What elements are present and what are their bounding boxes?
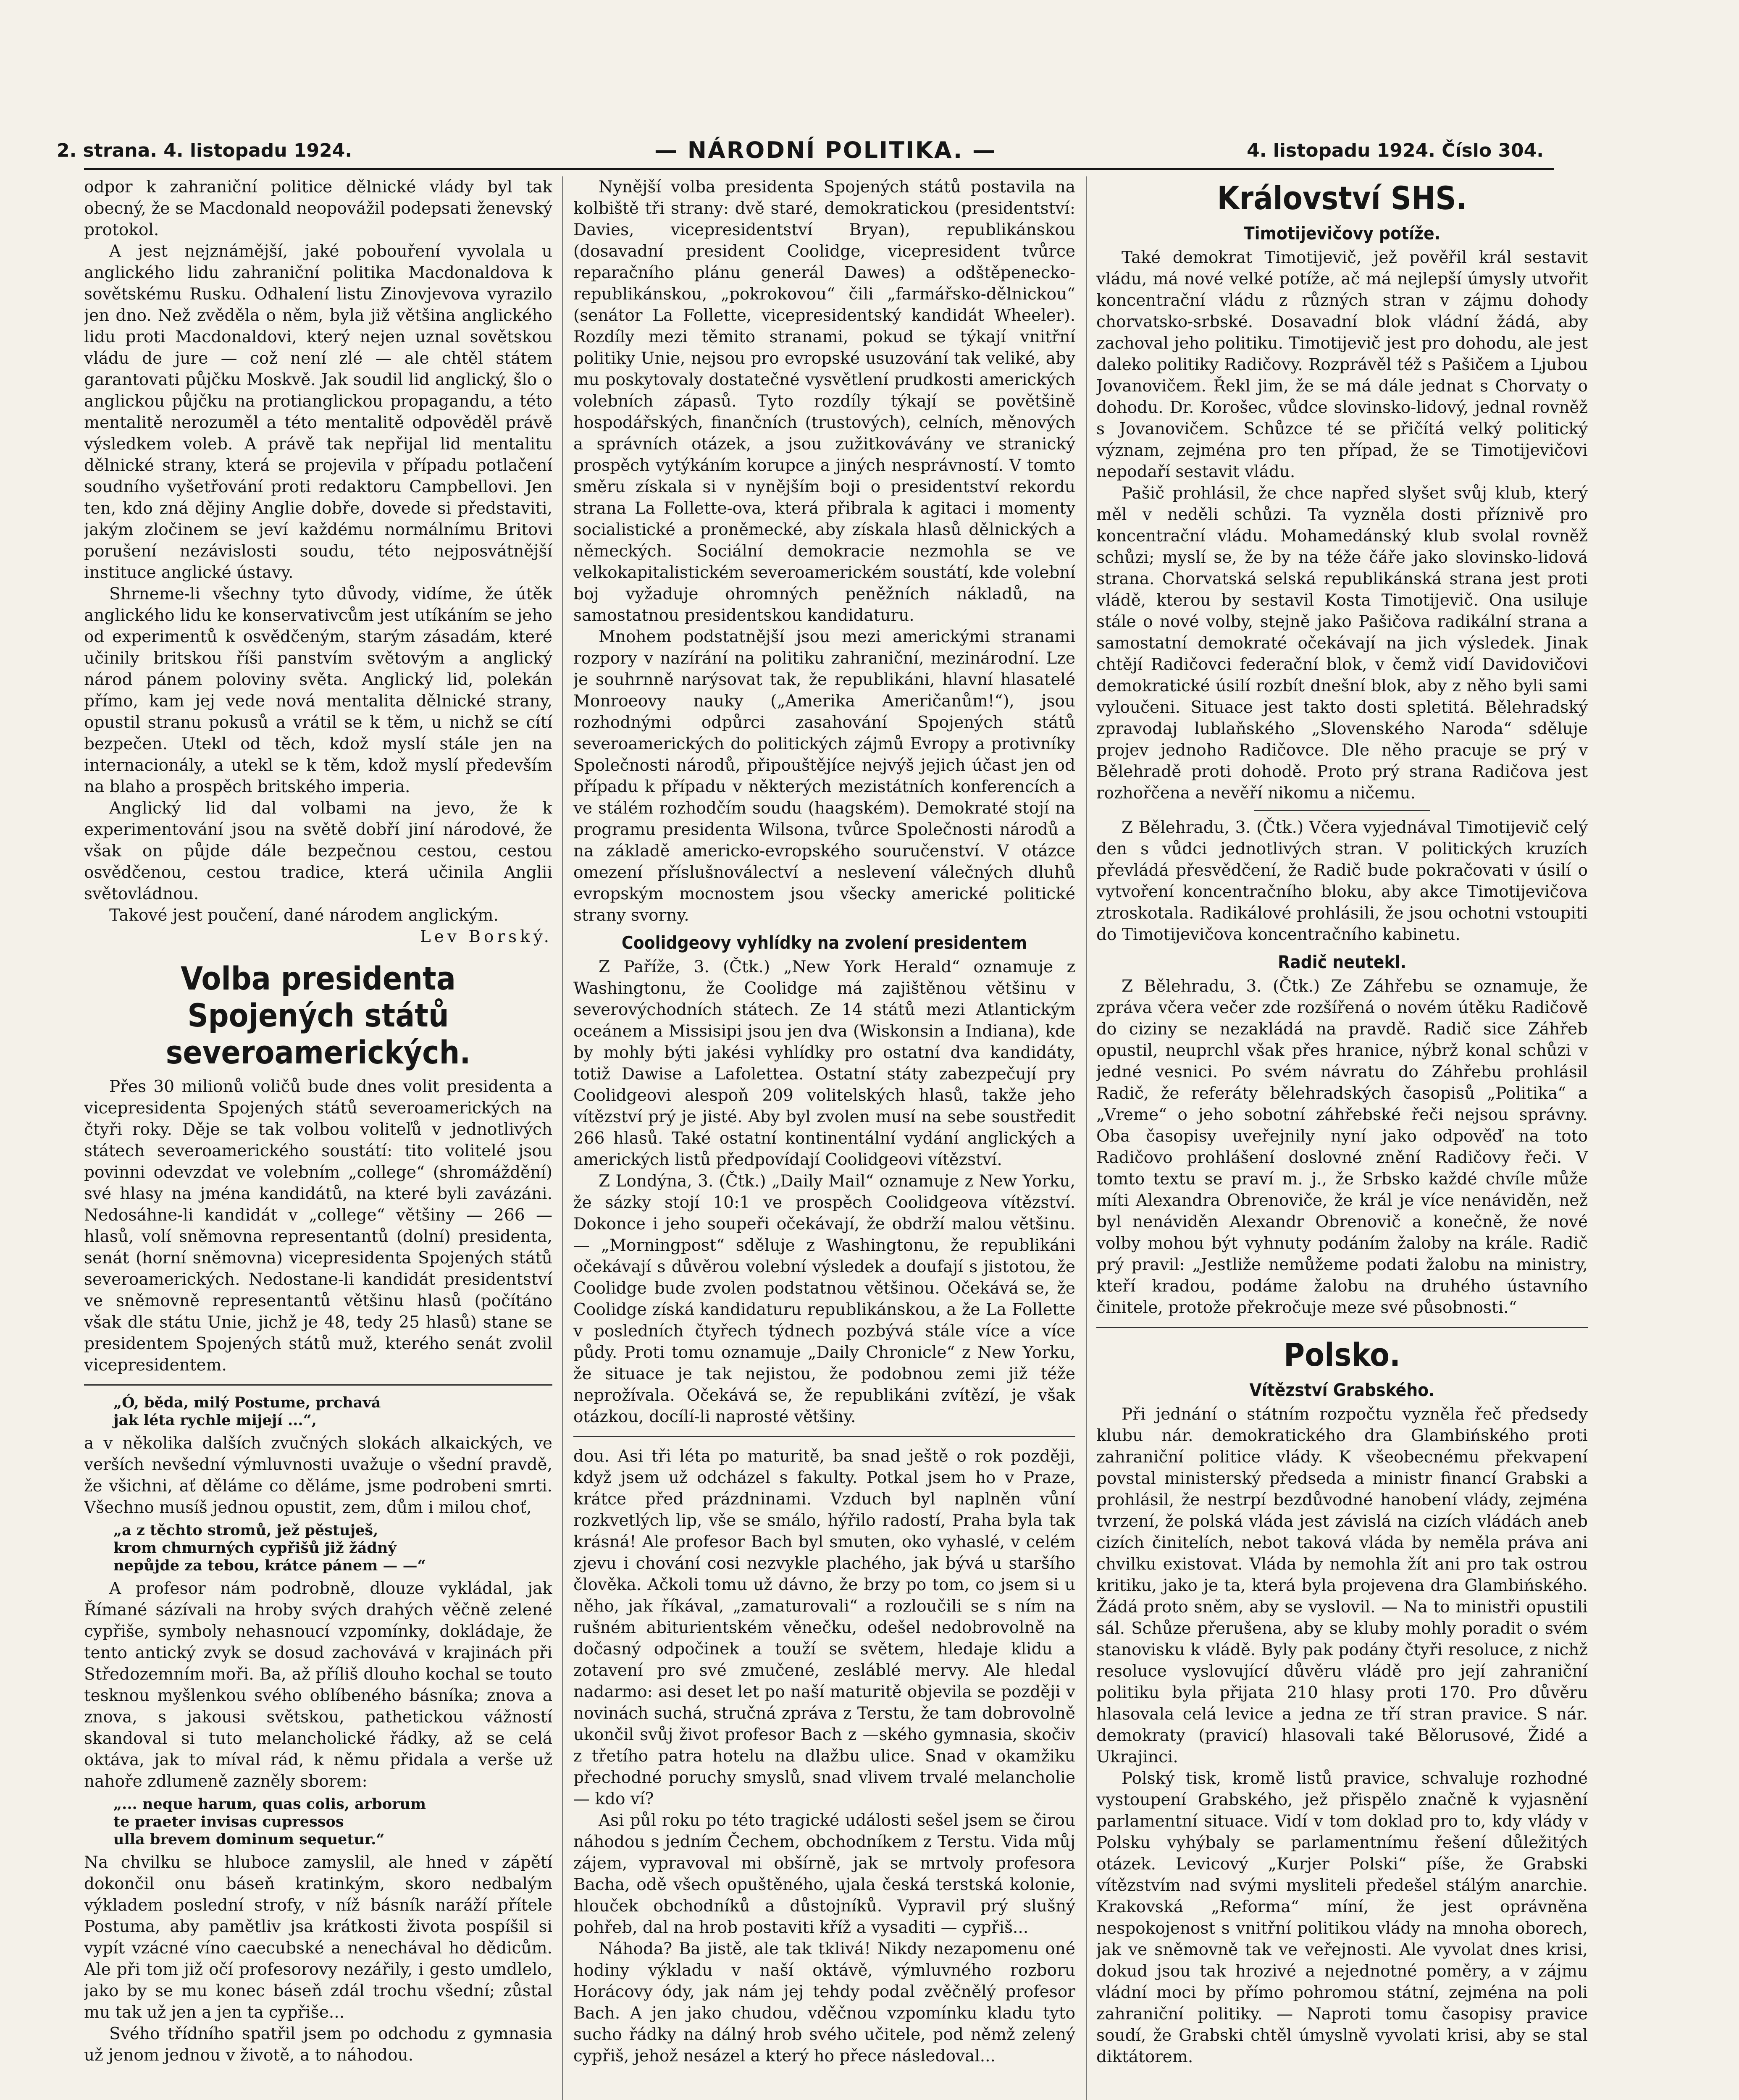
article-paragraph: Mnohem podstatnější jsou mezi americkými stranami rozpory v nazírání na politiku zahraniční, mezinárodní. Lze je souhrnně narýsovat tak, že republikáni, hlavní hlasatelé Monroeovy nauky („Amerika Američanům!“), jsou rozhodnými odpůrci zasahování Spojených států severoamerických do politických zájmů Evropy a protivníky Společnosti národů, připouštějíce nejvýš jejich účast jen od případu k případu v některých mezistátních konferencích a ve stálém rozhodčím soudu (haagském). Demokraté stojí na programu presidenta Wilsona, tvůrce Společnosti národů a na základě americko-evropského souručenství. V otázce omezení příslušnoválectví a neslevení válečných dluhů evropským mocnostem jsou všecky americké politické strany svorny. [573, 627, 1075, 925]
article-subheadline: Coolidgeovy vyhlídky na zvolení presidentem [621, 932, 1027, 953]
article-paragraph: A jest nejznámější, jaké pobouření vyvolala u anglického lidu zahraniční politika Macdonaldova k sovětskému Rusku. Odhalení listu Zinovjevova vyrazilo jen dno. Než zvěděla o něm, byla již většina anglického lidu proti Macdonaldovi, který nejen uznal sovětskou vládu de jure — což není zlé — ale chtěl státem garantovati půjčku Moskvě. Jak soudil lid anglický, šlo o anglickou půjčku na protianglickou propagandu, a této mentalitě nerozuměl a této mentalitě odpověděl právě výsledkem voleb. A právě tak nepřijal lid mentalitu dělnické strany, která se projevila v případu potlačení soudního vyšetřování proti redaktoru Campbellovi. Jen ten, kdo zná dějiny Anglie dobře, dovede si představiti, jakým zločinem se jeví každému normálnímu Britovi porušení nezávislosti soudu, této nejposvátnější instituce anglické ústavy. [84, 242, 552, 582]
news-paragraph: Z Londýna, 3. (Čtk.) „Daily Mail“ oznamuje z New Yorku, že sázky stojí 10:1 ve prospěch Coolidgeova vítězství. Dokonce i jeho soupeři očekávají, že obdrží malou většinu. — „Morningpost“ sděluje z Washingtonu, že republikáni očekávají s důvěrou volební výsledek a doufají s jistotou, že Coolidge bude zvolen podstatnou většinou. Očekává se, že Coolidge získá kandidaturu republikánskou, a že La Follette v posledních čtyřech týdnech pozbývá stále více a více půdy. Proti tomu oznamuje „Daily Chronicle“ z New Yorku, že situace je tak nejistou, že podobnou zemi již téže neprožívala. Očekává se, že republikáni zvítězí, je však otázkou, docílí-li naprosté většiny. [573, 1172, 1075, 1426]
news-paragraph: Z Bělehradu, 3. (Čtk.) Ze Záhřebu se oznamuje, že zpráva včera večer zde rozšířená o novém útěku Radičově do ciziny se nezakládá na pravdě. Radič sice Záhřeb opustil, neuprchl však přes hranice, nýbrž konal schůzi v jedné vesnici. Po svém návratu do Záhřebu prohlásil Radič, že referáty bělehradských časopisů „Politika“ a „Vreme“ o jeho sobotní záhřebské řeči nejsou správny. Oba časopisy uveřejnily nyní jako odpověď na toto Radičovo prohlášení doslovné znění Radičovy řeči. V tomto textu se praví m. j., že Srbsko každé chvíle může míti Alexandra Obrenoviče, že král je více nenáviděn, než byl nenáviděn Alexandr Obrenovič a konečně, že nové volby mohou být vyhnuty podáním žaloby na krále. Radič prý pravil: „Jestliže nemůžeme podati žalobu na ministry, kteří kradou, podáme žalobu na druhého ústavního činitele, protože překročuje meze své působnosti.“ [1096, 977, 1588, 1317]
article-subheadline: Radič neutekl. [1278, 952, 1406, 972]
feuilleton-paragraph: a v několika dalších zvučných slokách alkaických, ve verších nevšední výmluvnosti uvažuje o všední pravdě, že všichni, ať děláme co děláme, jsme podrobeni smrti. Všechno musíš jednou opustit, zem, dům i milou choť, [84, 1434, 552, 1517]
article-paragraph: Při jednání o státním rozpočtu vyzněla řeč předsedy klubu nár. demokratického dra Glambińského proti zahraniční politice vlády. K všeobecnému překvapení povstal ministerský předseda a ministr financí Grabski a prohlásil, že nestrpí bezdůvodné hanobení vlády, zejména tvrzení, že polská vláda jest závislá na cizích vládách aneb cizích činitelích, nebot taková vláda by neměla práva ani chvilku existovat. Vláda by nemohla žít ani pro tak ostrou kritiku, jako je ta, která byla projevena dra Glambińského. Žádá proto sněm, aby se vyslovil. — Na to ministři opustili sál. Schůze přerušena, aby se kluby mohly poradit o svém stanovisku k vládě. Byly pak podány čtyři resoluce, z nichž resoluce vyslovující důvěru vládě pro její zahraniční politiku byla přijata 210 hlasy proti 170. Pro důvěru hlasovala celá levice a jedna ze tří stran pravice. S nár. demokraty (pravicí) hlasovali také Bělorusové, Židé a Ukrajinci. [1096, 1405, 1588, 1767]
article-subheadline: Vítězství Grabského. [1249, 1380, 1435, 1400]
article-paragraph: Také demokrat Timotijevič, jež pověřil král sestavit vládu, má nové velké potíže, ač má nejlepší úmysly utvořit koncentrační vládu z různých stran v zájmu dohody chorvatsko-srbské. Dosavadní blok vládní žádá, aby zachoval jeho politiku. Timotijevič jest pro dohodu, ale jest daleko politiky Radičovy. Rozprávěl též s Pašičem a Ljubou Jovanovičem. Řekl jim, že se má dále jednat s Chorvaty o dohodu. Dr. Korošec, vůdce slovinsko-lidový, jednal rovněž s Jovanovičem. Schůzce té se přičítá velký politický význam, zejména pro ten případ, že se Timotijevičovi nepodaří sestavit vládu. [1096, 248, 1588, 481]
article-paragraph: Pašič prohlásil, že chce napřed slyšet svůj klub, který měl v neděli schůzi. Ta vyzněla dosti příznivě pro koncentrační vládu. Mohamedánský klub svolal rovněž schůzi; myslí se, že by na téže čáře jako slovinsko-lidová strana. Chorvatská selská republikánská strana jest proti vládě, kterou by sestavil Kosta Timotijevič. Ona usiluje stále o nové volby, stejně jako Pašičova radikální strana a samostatní demokraté očekávají na jich výsledek. Jinak chtějí Radičovci federační blok, v čemž vidí Davidovičovi demokratické úsilí rozbít dnešní blok, aby z něho byli sami vyloučeni. Situace jest takto dosti spletitá. Bělehradský zpravodaj lublaňského „Slovenského Naroda“ sděluje projev jednoho Radičovce. Dle něho pracuje se prý v Bělehradě proti dohodě. Proto prý strana Radičova jest rozhořčena a nevěří nikomu a ničemu. [1096, 484, 1588, 803]
feuilleton-paragraph: Svého třídního spatřil jsem po odchodu z gymnasia už jenom jednou v životě, a to náhodou. [84, 2024, 552, 2065]
column-1 [84, 176, 552, 2100]
header-page-info: 2. strana. 4. listopadu 1924. [57, 140, 352, 161]
poem-quote: „... neque harum, quas colis, arborum te praeter invisas cupressos ulla brevem dominum sequetur.“ [113, 1796, 426, 1848]
news-paragraph: Z Bělehradu, 3. (Čtk.) Včera vyjednával Timotijevič celý den s vůdci jednotlivých stran. V politických kruzích převládá přesvědčení, že Radič bude pokračovati v úsilí o vytvoření koncentračního bloku, aby akce Timotijevičova ztroskotala. Radikálové prohlásili, že jsou ochotni vstoupiti do Timotijevičova koncentračního kabinetu. [1096, 818, 1588, 944]
article-paragraph: Takové jest poučení, dané národem anglickým. [109, 906, 499, 925]
poem-quote: „a z těchto stromů, jež pěstuješ, krom chmurných cypřišů již žádný nepůjde za tebou, krátce pánem — —“ [113, 1522, 426, 1574]
header-rule [84, 168, 1554, 170]
section-divider [84, 1384, 552, 1386]
section-divider [573, 1436, 1075, 1437]
header-issue-info: 4. listopadu 1924. Číslo 304. [1247, 140, 1544, 161]
masthead-title: — NÁRODNÍ POLITIKA. — [654, 137, 997, 163]
column-3 [1096, 176, 1588, 2100]
section-headline: Království SHS. [1217, 179, 1467, 217]
article-paragraph: Anglický lid dal volbami na jevo, že k experimentování jsou na světě dobří jiní národové, že však on půjde dále bezpečnou cestou, cestou osvědčenou, cestou tradice, která učinila Anglii světovládnou. [84, 799, 552, 903]
feuilleton-paragraph: A profesor nám podrobně, dlouze vykládal, jak Římané sázívali na hroby svých drahých věčně zelené cypřiše, symboly nehasnoucí vzpomínky, dokládaje, že tento antický zvyk se dosud zachovává v krajinách při Středozemním moři. Ba, až příliš dlouho kochal se touto tesknou myšlenkou svého oblíbeného básníka; znova a znova, s jakousi světskou, pathetickou vážností skandoval si tuto melancholické řádky, až se celá oktáva, jak to míval rád, k němu přidala a verše už nahoře zdlumeně zazněly sborem: [84, 1579, 552, 1791]
feuilleton-paragraph: Náhoda? Ba jistě, ale tak tklivá! Nikdy nezapomenu oné hodiny výkladu v naší oktávě, výmluvného rozboru Horácovy ódy, jak nám jej tehdy podal zvěčnělý profesor Bach. A jen jako chudou, vděčnou vzpomínku kladu tyto sucho řádky na dálný hrob svého učitele, pod němž zelený cypřiš, jehož nesázel a který ho přece následoval... [573, 1940, 1075, 2066]
page-header [48, 134, 1602, 167]
article-paragraph: Přes 30 milionů voličů bude dnes volit presidenta a vicepresidenta Spojených států severoamerických na čtyři roky. Děje se tak volbou voliteľů v jednotlivých státech severoamerického soustátí: tito volitelé jsou povinni odevzdat ve volebním „college“ (shromáždění) své hlasy na jména kandidátů, na které byli zavázáni. Nedosáhne-li kandidát v „college“ většiny — 266 — hlasů, volí sněmovna representantů (dolní) presidenta, senát (horní sněmovna) vicepresidenta Spojených států severoamerických. Nedostane-li kandidát presidentství ve sněmovně representantů většinu hlasů (počítáno však dle státu Unie, jichž je 48, tedy 25 hlasů) stane se presidentem Spojených států muž, kterého senát zvolil vicepresidentem. [84, 1077, 552, 1375]
article-paragraph: Polský tisk, kromě listů pravice, schvaluje rozhodné vystoupení Grabského, jež přispělo značně k vyjasnění parlamentní situace. Vidí v tom doklad pro to, kdy vlády v Polsku vyhýbaly se parlamentnímu řešení důležitých otázek. Levicový „Kurjer Polski“ píše, že Grabski vítězstvím nad svými mysliteli předešel stálým anarchie. Krakovská „Reforma“ míní, že jest oprávněna nespokojenost s vnitřní politikou vlády na mnoha oborech, jak ve sněmovně tak ve veřejnosti. Ale vyvolat dnes krisi, dokud jsou tak hrozivé a nejednotné poměry, a v zájmu vládní moci by přímo pohromou státní, zejména na poli zahraniční politiky. — Naproti tomu časopisy pravice soudí, že Grabski chtěl úmyslně vyvolati krisi, aby se stal diktátorem. [1096, 1769, 1588, 2066]
article-subheadline: Timotijevičovy potíže. [1243, 223, 1441, 244]
section-divider [1096, 1327, 1588, 1328]
author-signature: Lev Borský. [420, 927, 552, 946]
article-paragraph: odpor k zahraniční politice dělnické vlády byl tak obecný, že se Macdonald neopovážil podepsati ženevský protokol. [84, 178, 552, 239]
feuilleton-paragraph: Asi půl roku po této tragické události sešel jsem se čirou náhodou s jedním Čechem, obchodníkem z Terstu. Vida můj zájem, vypravoval mi obšírně, jak se mrtvoly profesora Bacha, odě všech opuštěného, ujala česká terstská kolonie, hlouček obchodníků a důstojníků. Vypravil prý slušný pohřeb, dal na hrob postaviti kříž a vysaditi — cypřiš... [573, 1811, 1075, 1937]
article-paragraph: Nynější volba presidenta Spojených států postavila na kolbiště tři strany: dvě staré, demokratickou (presidentství: Davies, vicepresidentství Bryan), republikánskou (dosavadní president Coolidge, vicepresident tvůrce reparačního plánu generál Dawes) a odštěpenecko-republikánskou, „pokrokovou“ čili „farmářsko-dělnickou“ (senátor La Follette, vicepresidentský kandidát Wheeler). Rozdíly mezi těmito stranami, pokud se týkají vnitřní politiky Unie, nejsou pro evropské usuzování tak veliké, aby mu poskytovaly dostatečné vysvětlení prudkosti amerických volebních zápasů. Tyto rozdíly týkají se povětšině hospodářských, finančních (trustových), celních, měnových a správních otázek, a jsou zužitkovávány ve stranický prospěch vytýkáním korupce a jiných nesprávností. V tomto směru získala si v nynějším boji o presidentství rekordu strana La Follette-ova, která přibrala k agitaci i momenty socialistické a proněmecké, aby získala hlasů dělnických a německých. Sociální demokracie nezmohla se ve velkokapitalistickém severoamerickém soustátí, kde volební boj vyžaduje ohromných peněžních nákladů, na samostatnou presidentskou kandidaturu. [573, 178, 1075, 625]
feuilleton-paragraph: dou. Asi tři léta po maturitě, ba snad ještě o rok později, když jsem už odcházel s fakulty. Potkal jsem ho v Praze, krátce před prázdninami. Vzduch byl naplněn vůní rozkvetlých lip, vše se smálo, hýřilo radostí, Praha byla tak krásná! Ale profesor Bach byl smuten, oko vyhaslé, v celém zjevu i chování cosi nezvykle plachého, jak bývá u staršího člověka. Ačkoli tomu už dávno, že brzy po tom, co jsem si u něho, jak říkával, „zamaturovali“ a rozloučili se s ním na rušném abiturientském věnečku, odešel nedobrovolně na dočasný odpočinek a touží se světem, hledaje klidu a zotavení pro své zmučené, zesláblé mervy. Ale hledal nadarmo: asi deset let po naší maturitě objevila se později v novinách suchá, stručná zpráva z Terstu, že tam dobrovolně ukončil svůj život profesor Bach z —ského gymnasia, skočiv z třetího patra hotelu na dlažbu ulice. Snad v okamžiku přechodné poruchy smyslů, snad vlivem trvalé melancholie — kdo ví? [573, 1447, 1075, 1809]
section-divider [1254, 810, 1430, 811]
news-paragraph: Z Paříže, 3. (Čtk.) „New York Herald“ oznamuje z Washingtonu, že Coolidge má zajištěnou většinu v severovýchodních státech. Ze 14 států mezi Atlantickým oceánem a Missisipi jsou jen dva (Wiskonsin a Indiana), kde by mohly býti jakési vyhlídky pro ostatní dva kandidáty, totiž Dawise a Lafolettea. Ostatní státy zabezpečují pry Coolidgeovi alespoň 209 volitelských hlasů, takže jeho vítězství prý je jisté. Aby byl zvolen musí na sebe soustředit 266 hlasů. Také ostatní kontinentální vydání anglických a amerických listů předpovídají Coolidgeovi vítězství. [573, 958, 1075, 1169]
article-headline: Volba presidenta Spojených států severoamerických. [165, 960, 471, 1071]
section-headline: Polsko. [1284, 1336, 1400, 1373]
feuilleton-paragraph: Na chvilku se hluboce zamyslil, ale hned v zápětí dokončil onu báseň kratinkým, skoro nedbalým výkladem poslední strofy, v níž básník naráží přítele Postuma, aby pamětliv jsa krátkosti života pospíšil si vypít vzácné víno caecubské a nenechával ho dědicům. Ale při tom již očí profesorovy nezářily, i gesto umdlelo, jako by se mu konec báseň zdál trochu všední; zůstal mu tak už jen a jen ta cypřiše... [84, 1853, 552, 2022]
column-rule [1086, 176, 1087, 2100]
column-2 [573, 176, 1075, 2100]
article-paragraph: Shrneme-li všechny tyto důvody, vidíme, že útěk anglického lidu ke konservativcům jest utíkáním se jeho od experimentů k osvědčeným, starým zásadám, které učinily britskou říši panstvím světovým a anglický národ pánem poloviny světa. Anglický lid, polekán přímo, kam jej vede nová mentalita dělnické strany, opustil stranu pokusů a vrátil se k těm, u nichž se cítí bezpečen. Utekl od těch, kdož myslí stále jen na internacionály, a utekl se k těm, kdož myslí především na blaho a prospěch britského imperia. [84, 585, 552, 796]
poem-quote: „Ó, běda, milý Postume, prchavá jak léta rychle mijejí ...“, [113, 1394, 381, 1429]
column-rule [562, 176, 563, 2100]
